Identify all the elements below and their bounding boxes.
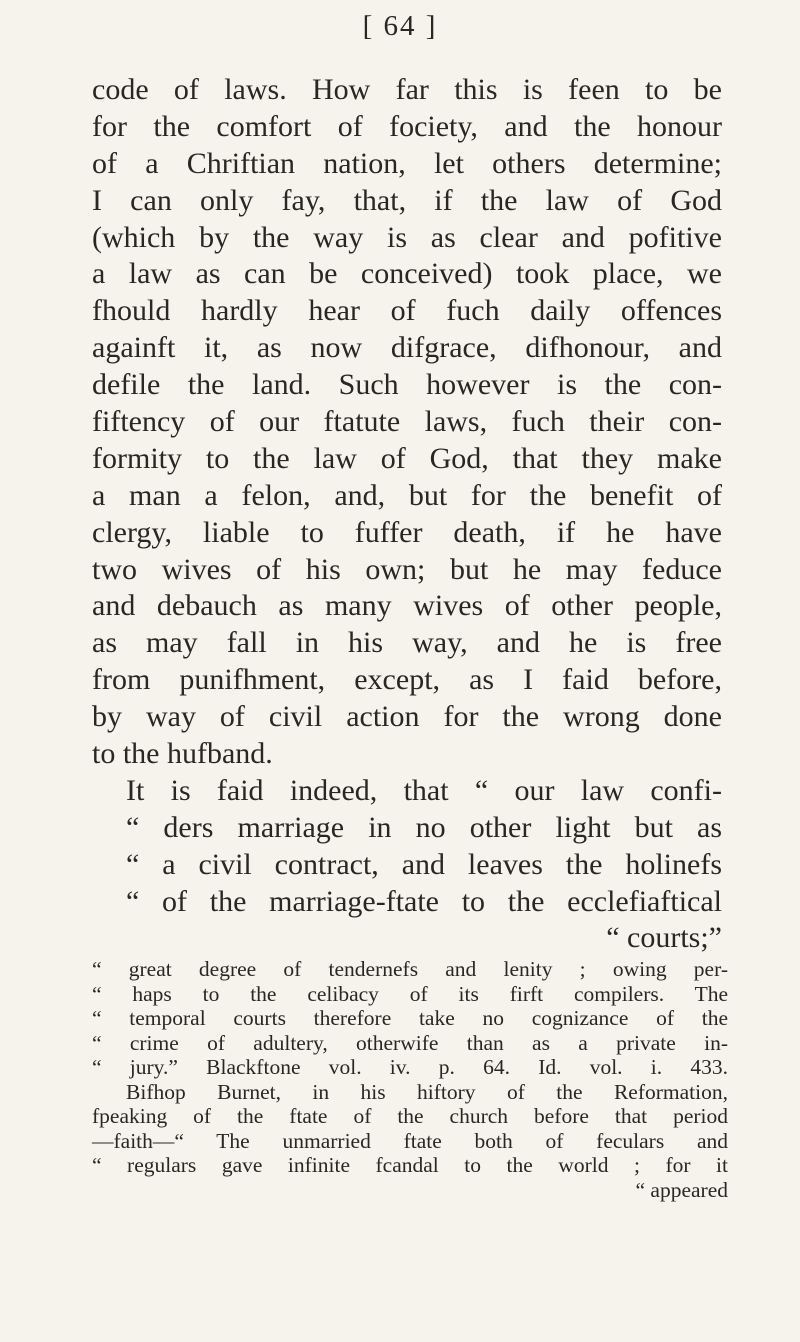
footnote-line: —faith—“ The unmarried ftate both of feculars and	[92, 1128, 728, 1153]
footnote-line: Bifhop Burnet, in his hiftory of the Reformation,	[126, 1079, 728, 1104]
footnote-line: “ great degree of tendernefs and lenity ; owing per-	[92, 957, 728, 981]
text-line: It is faid indeed, that “ our law confi-	[126, 773, 722, 807]
footnote-line: “ haps to the celibacy of its firft compilers. The	[92, 981, 728, 1006]
footnote-line: “ appeared	[635, 1177, 728, 1202]
text-line: fiftency of our ftatute laws, fuch their con-	[92, 405, 722, 439]
footnote-line: “ regulars gave infinite fcandal to the world ; for it	[92, 1153, 728, 1177]
main-text	[92, 72, 722, 957]
text-line: code of laws. How far this is feen to be	[92, 73, 722, 106]
footnote-line: “ temporal courts therefore take no cognizance of the	[92, 1006, 728, 1030]
text-line: formity to the law of God, that they make	[92, 441, 722, 475]
footnote-line: “ jury.” Blackftone vol. iv. p. 64. Id. vol. i. 433.	[92, 1055, 728, 1079]
footnote-line: “ crime of adultery, otherwife than as a private in-	[92, 1030, 728, 1055]
quoted-line: “ ders marriage in no other light but as	[126, 810, 722, 844]
quoted-line: “ courts;”	[606, 921, 722, 955]
quoted-line: “ a civil contract, and leaves the holinefs	[126, 847, 722, 881]
text-line: two wives of his own; but he may feduce	[92, 552, 722, 586]
text-line: a man a felon, and, but for the benefit of	[92, 478, 722, 512]
footnote-line: fpeaking of the ftate of the church before that period	[92, 1104, 728, 1128]
text-line: clergy, liable to fuffer death, if he have	[92, 515, 722, 549]
text-line: a law as can be conceived) took place, we	[92, 257, 722, 291]
text-line: (which by the way is as clear and pofitive	[92, 220, 722, 254]
text-line: fhould hardly hear of fuch daily offences	[92, 294, 722, 328]
footnote	[92, 957, 728, 1202]
text-line: againft it, as now difgrace, difhonour, and	[92, 331, 722, 365]
text-line: from punifhment, except, as I faid before,	[92, 663, 722, 697]
page-number: [ 64 ]	[362, 10, 438, 42]
text-line: for the comfort of fociety, and the honour	[92, 109, 722, 143]
text-line: of a Chriftian nation, let others determine;	[92, 146, 722, 180]
quoted-line: “ of the marriage-ftate to the ecclefiaftical	[126, 884, 722, 918]
text-line: as may fall in his way, and he is free	[92, 626, 722, 660]
text-line: to the hufband.	[92, 737, 273, 771]
text-line: I can only fay, that, if the law of God	[92, 183, 722, 217]
text-line: by way of civil action for the wrong done	[92, 700, 722, 734]
text-line: defile the land. Such however is the con-	[92, 368, 722, 402]
text-line: and debauch as many wives of other people,	[92, 589, 722, 623]
